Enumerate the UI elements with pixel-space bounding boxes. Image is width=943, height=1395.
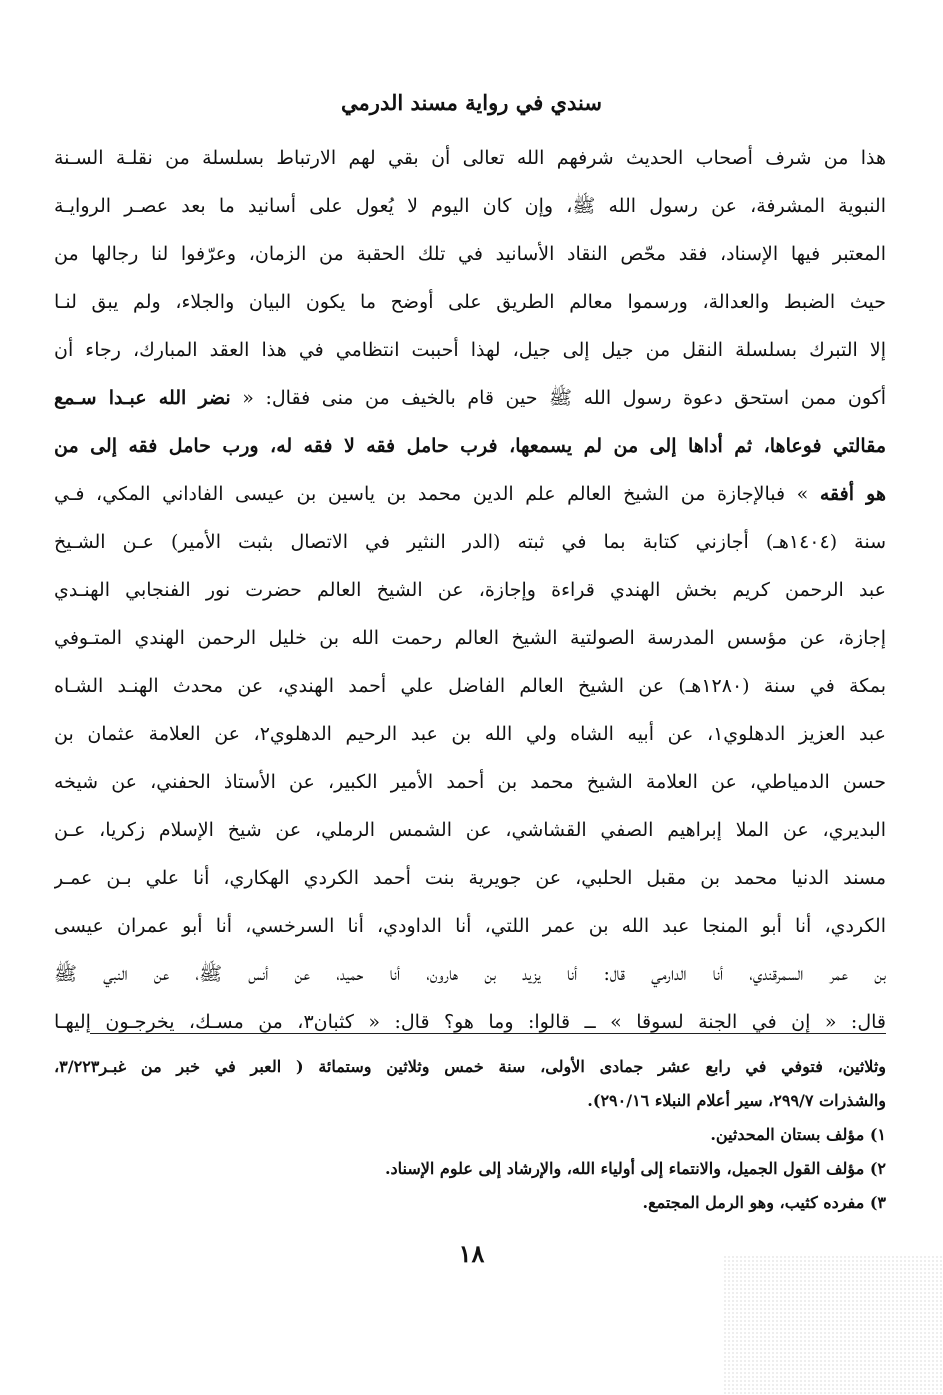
footnote-line: والشذرات ٢٩٩/٧، سير أعلام النبلاء ٢٩٠/١٦). <box>587 1091 886 1110</box>
body-line: هذا من شرف أصحاب الحديث شرفهم الله تعالى أن بقي لهم الارتباط بسلسلة من نقلـة السـنة <box>54 147 886 169</box>
hadith-bold-text: هو أفقه <box>819 483 886 505</box>
body-line: النبوية المشرفة، عن رسول الله ﷺ، وإن كان اليوم لا يُعول على أسانيد ما بعد عصـر الروايـة <box>54 195 886 217</box>
body-line: هو أفقه » فبالإجازة من الشيخ العالم علم الدين محمد بن ياسين بن عيسى الفاداني المكي، فـي <box>54 483 886 505</box>
footnote-divider <box>90 1033 886 1034</box>
body-line: مقالتي فوعاها، ثم أداها إلى من لم يسمعها، فرب حامل فقه لا فقه له، ورب حامل فقه إلى من <box>54 435 886 457</box>
scan-texture <box>723 1255 943 1395</box>
body-line: الكردي، أنا أبو المنجا عبد الله بن عمر اللتي، أنا الداودي، أنا السرخسي، أنا أبو عمران عيسى <box>54 915 886 937</box>
body-line: بن عمر السمرقندي، أنا الدارمي قال: أنا يزيد بن هارون، أنا حميد، عن أنس ﷺ، عن النبي ﷺ <box>54 963 886 985</box>
body-line: أكون ممن استحق دعوة رسول الله ﷺ حين قام بالخيف من منى فقال: « نضر الله عبـدا سـمع <box>54 387 886 409</box>
footnote-line: ٢) مؤلف القول الجميل، والانتماء إلى أولياء الله، والإرشاد إلى علوم الإسناد. <box>384 1159 886 1178</box>
footnotes <box>54 1050 886 1220</box>
body-text <box>54 134 886 1046</box>
body-line: إجازة، عن مؤسس المدرسة الصولتية الشيخ العالم رحمت الله بن خليل الرحمن الهندي المتـوفي <box>54 627 886 649</box>
footnote-line: ١) مؤلف بستان المحدثين. <box>710 1125 886 1144</box>
footnote-line: وثلاثين، فتوفي في رابع عشر جمادى الأولى، سنة خمس وثلاثين وستمائة ( العبر في خبر من غبـر٣/٢٢٣، <box>54 1057 886 1076</box>
page-number: ١٨ <box>458 1239 485 1268</box>
page-title: سندي في رواية مسند الدرمي <box>341 90 602 115</box>
body-line: بمكة في سنة (١٢٨٠هـ) عن الشيخ العالم الفاضل علي أحمد الهندي، عن محدث الهنـد الشـاه <box>54 675 886 697</box>
body-line: عبد العزيز الدهلوي١، عن أبيه الشاه ولي الله بن عبد الرحيم الدهلوي٢، عن العلامة عثمان بن <box>54 723 886 745</box>
body-line: مسند الدنيا محمد بن مقبل الحلبي، عن جويرية بنت أحمد الكردي الهكاري، أنا علي بـن عمـر <box>54 867 886 889</box>
body-line: البديري، عن الملا إبراهيم الصفي القشاشي، عن الشمس الرملي، عن شيخ الإسلام زكريا، عـن <box>54 819 886 841</box>
body-line: إلا التبرك بسلسلة النقل من جيل إلى جيل، لهذا أحببت انتظامي في هذا العقد المبارك، رجاء أن <box>54 339 886 361</box>
body-line: سنة (١٤٠٤هـ) أجازني كتابة بما في ثبته (الدر النثير في الاتصال بثبت الأمير) عـن الشـيخ <box>54 531 886 553</box>
body-line: قال: « إن في الجنة لسوقا » ــ قالوا: وما هو؟ قال: « كثبان٣، من مسـك، يخرجـون إليهـا <box>54 1011 886 1033</box>
body-line: المعتبر فيها الإسناد، فقد محّص النقاد الأسانيد في تلك الحقبة من الزمان، وعرّفوا لنا رجالها من <box>54 243 886 265</box>
hadith-bold-text: نضر الله عبـدا سـمع <box>54 387 231 409</box>
footnote-line: ٣) مفرده كثيب، وهو الرمل المجتمع. <box>642 1193 886 1212</box>
body-line: حسن الدمياطي، عن العلامة الشيخ محمد بن أحمد الأمير الكبير، عن الأستاذ الحفني، عن شيخه <box>54 771 886 793</box>
body-line: حيث الضبط والعدالة، ورسموا معالم الطريق على أوضح ما يكون البيان والجلاء، ولم يبق لنـا <box>54 291 886 313</box>
body-line: عبد الرحمن كريم بخش الهندي قراءة وإجازة، عن الشيخ العالم حضرت نور الفنجابي الهنـدي <box>54 579 886 601</box>
